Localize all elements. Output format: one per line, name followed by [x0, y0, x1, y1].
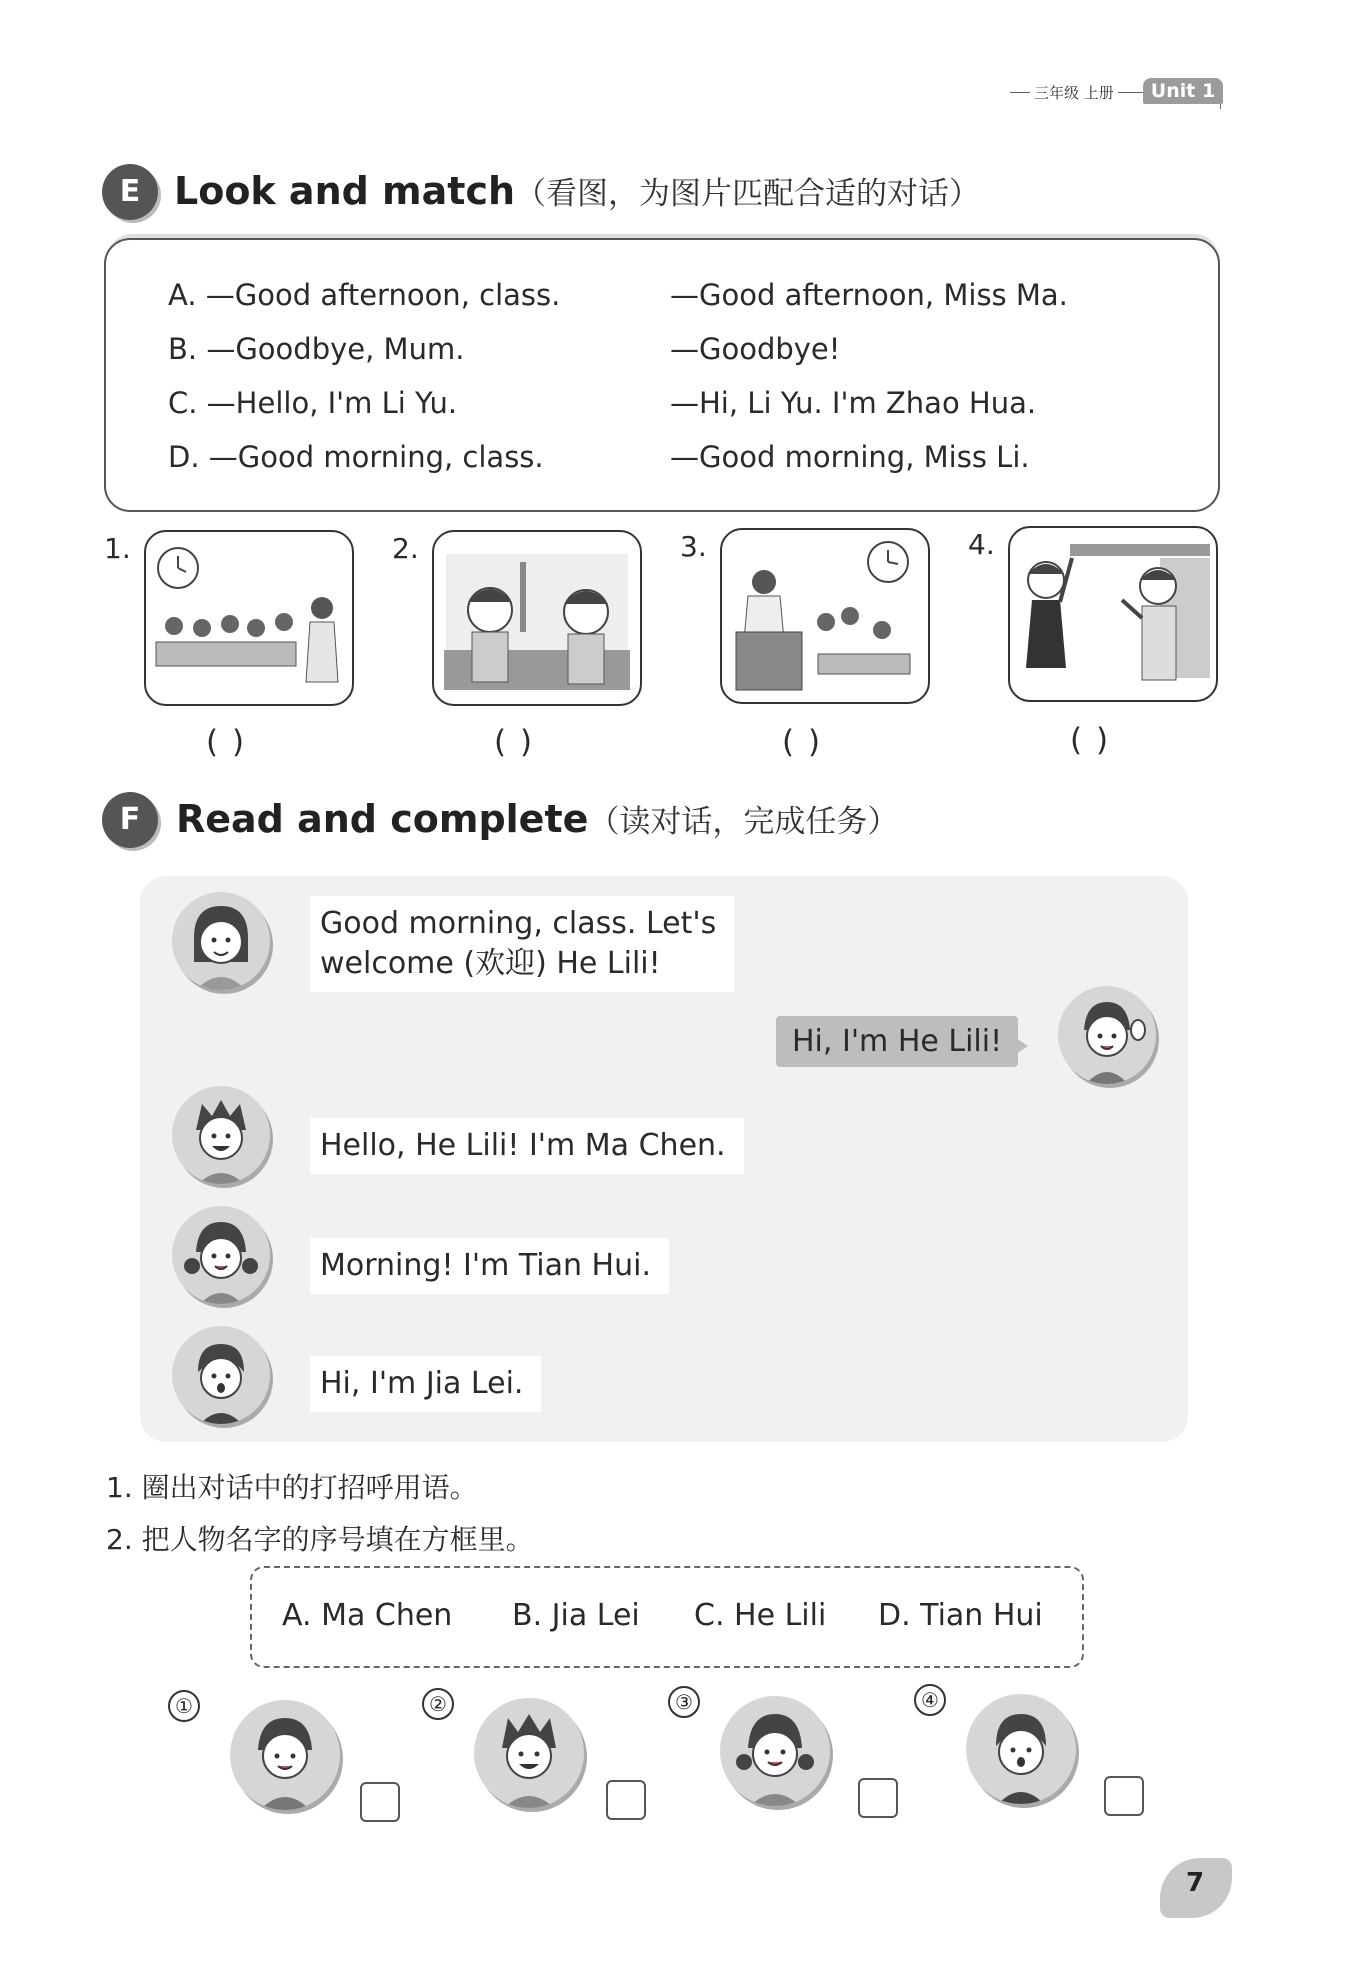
figure-2-number: ② [422, 1688, 454, 1720]
dialog-he-lili-bubble: Hi, I'm He Lili! [776, 1016, 1018, 1067]
option-d-left: D. —Good morning, class. [168, 440, 544, 474]
dialog-tian-hui-bubble: Morning! I'm Tian Hui. [310, 1238, 669, 1294]
picture-4-waving-goodbye [1008, 526, 1218, 702]
teacher-avatar [172, 892, 270, 990]
picture-3-number: 3. [680, 530, 707, 563]
answer-blank-3[interactable]: ( ) [782, 724, 823, 760]
picture-1-classroom-clock [144, 530, 354, 706]
girl-pigtails-face-icon [172, 1206, 270, 1304]
figure-2-avatar [474, 1698, 584, 1808]
name-option-c: C. He Lili [694, 1598, 827, 1633]
dialog-jia-lei-bubble: Hi, I'm Jia Lei. [310, 1356, 541, 1412]
girl-pigtails-face-icon [720, 1696, 830, 1806]
task-1-text: 圈出对话中的打招呼用语。 [141, 1471, 478, 1504]
dialog-teacher-line-1: Good morning, class. Let's [320, 906, 717, 941]
boy-short-hair-face-icon [966, 1694, 1076, 1804]
figure-1-number: ① [168, 1690, 200, 1722]
figure-4-avatar [966, 1694, 1076, 1804]
tian-hui-avatar [172, 1206, 270, 1304]
figure-3-answer-box[interactable] [858, 1778, 898, 1818]
section-f-badge: F [102, 792, 158, 848]
teacher-desk-illustration-icon [722, 530, 928, 702]
section-f-title-text: Read and complete [176, 797, 589, 841]
page-number: 7 [1186, 1868, 1205, 1898]
option-c-right: —Hi, Li Yu. I'm Zhao Hua. [670, 386, 1037, 420]
waving-children-icon [1010, 528, 1216, 700]
option-b-right: —Goodbye! [670, 332, 841, 366]
dialog-teacher-line-2: welcome (欢迎) He Lili! [320, 946, 661, 981]
he-lili-avatar [1058, 986, 1156, 1084]
task-2 [106, 1518, 534, 1558]
figure-2-answer-box[interactable] [606, 1780, 646, 1820]
picture-3-teacher-class [720, 528, 930, 704]
figure-3-number: ③ [668, 1686, 700, 1718]
girl-waving-face-icon [1058, 986, 1156, 1084]
section-e-title-text: Look and match [174, 169, 516, 213]
figure-4-number: ④ [914, 1684, 946, 1716]
children-greeting-icon [434, 532, 640, 704]
option-a-left: A. —Good afternoon, class. [168, 278, 561, 312]
name-option-b: B. Jia Lei [512, 1598, 640, 1633]
task-1-number: 1. [106, 1471, 133, 1504]
picture-4-number: 4. [968, 528, 995, 561]
bubble-pointer [1010, 1034, 1028, 1058]
section-f-title [176, 796, 898, 841]
picture-1-number: 1. [104, 532, 131, 565]
option-d-right: —Good morning, Miss Li. [670, 440, 1030, 474]
unit-tab: Unit 1 [1143, 78, 1223, 104]
answer-blank-1[interactable]: ( ) [206, 724, 247, 760]
section-f-subtitle: （读对话，完成任务） [588, 804, 899, 840]
teacher-face-icon [172, 892, 270, 990]
name-option-d: D. Tian Hui [878, 1598, 1043, 1633]
picture-2-two-children [432, 530, 642, 706]
figure-1-answer-box[interactable] [360, 1782, 400, 1822]
figure-3-avatar [720, 1696, 830, 1806]
boy-spiky-hair-face-icon [172, 1086, 270, 1184]
picture-2-number: 2. [392, 532, 419, 565]
answer-blank-2[interactable]: ( ) [494, 724, 535, 760]
section-e-title [174, 168, 980, 213]
jia-lei-avatar [172, 1326, 270, 1424]
boy-short-hair-face-icon [172, 1326, 270, 1424]
figure-4-answer-box[interactable] [1104, 1776, 1144, 1816]
option-b-left: B. —Goodbye, Mum. [168, 332, 465, 366]
section-e-badge: E [102, 164, 158, 220]
section-e-subtitle: （看图，为图片匹配合适的对话） [515, 176, 981, 212]
ma-chen-avatar [172, 1086, 270, 1184]
dialog-ma-chen-bubble: Hello, He Lili! I'm Ma Chen. [310, 1118, 744, 1174]
task-2-text: 把人物名字的序号填在方框里。 [141, 1523, 534, 1556]
dialog-teacher-bubble [310, 896, 734, 992]
option-a-right: —Good afternoon, Miss Ma. [670, 278, 1068, 312]
option-c-left: C. —Hello, I'm Li Yu. [168, 386, 458, 420]
answer-blank-4[interactable]: ( ) [1070, 722, 1111, 758]
classroom-illustration-icon [146, 532, 352, 704]
boy-spiky-hair-face-icon [474, 1698, 584, 1808]
figure-1-avatar [230, 1700, 340, 1810]
name-option-a: A. Ma Chen [282, 1598, 453, 1633]
grade-label: 三年级 上册 [1030, 82, 1118, 103]
task-2-number: 2. [106, 1523, 133, 1556]
girl-waving-face-icon [230, 1700, 340, 1810]
task-1 [106, 1466, 478, 1506]
